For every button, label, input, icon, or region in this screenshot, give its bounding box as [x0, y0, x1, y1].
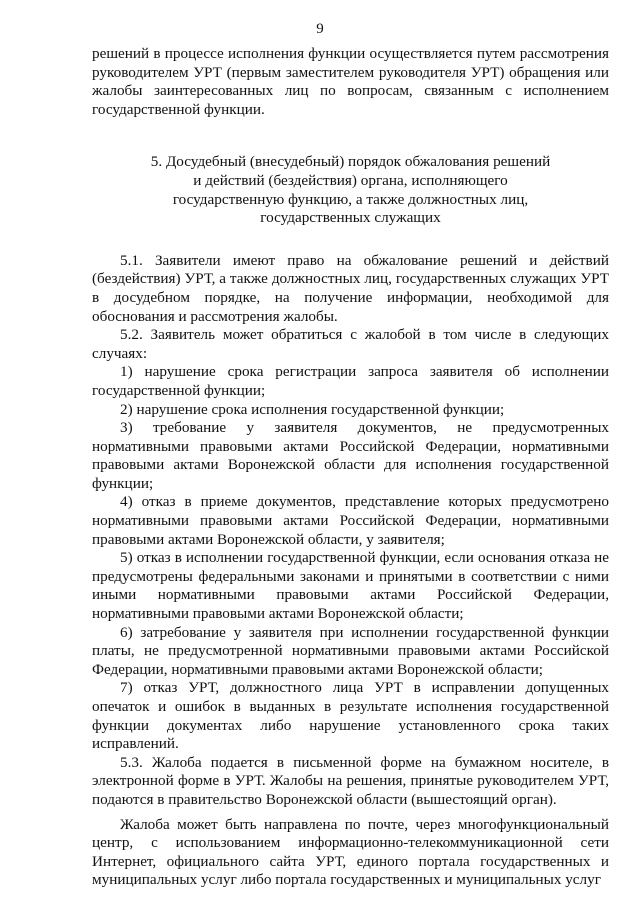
section-heading-line: и действий (бездействия) органа, исполняющего [193, 171, 508, 189]
section-heading [92, 153, 609, 227]
section-heading-line: 5. Досудебный (внесудебный) порядок обжалования решений [150, 153, 551, 171]
list-item-6: 6) затребование у заявителя при исполнении государственной функции платы, не предусмотренной нормативными правовыми актами Российской Федерации, нормативными правовыми актами Воронежской области; [92, 623, 609, 678]
paragraph-5-2: 5.2. Заявитель может обратиться с жалобой в том числе в следующих случаях: [92, 326, 609, 362]
section-heading-line: государственную функцию, а также должностных лиц, [172, 190, 529, 208]
list-item-1: 1) нарушение срока регистрации запроса заявителя об исполнении государственной функции; [92, 363, 609, 399]
list-item-3: 3) требование у заявителя документов, не предусмотренных нормативными правовыми актами Российской Федерации, нормативными правовыми актами Воронежской области для исполнения государственной функции; [92, 419, 609, 492]
paragraph-5-1: 5.1. Заявители имеют право на обжалование решений и действий (бездействия) УРТ, а также должностных лиц, государственных служащих УРТ в досудебном порядке, на получение информации, необходимой для обоснования и рассмотрения жалобы. [92, 251, 609, 325]
paragraph-complaint-delivery: Жалоба может быть направлена по почте, через многофункциональный центр, с использованием информационно-телекоммуникационной сети Интернет, официального сайта УРТ, единого портала государственных и муниципальных услуг либо портала государственных и муниципальных услуг [92, 815, 609, 889]
paragraph-5-3: 5.3. Жалоба подается в письменной форме на бумажном носителе, в электронной форме в УРТ. Жалобы на решения, принятые руководителем УРТ, подаются в правительство Воронежской области (вышестоящий орган). [92, 753, 609, 808]
document-body [92, 45, 609, 890]
page-number: 9 [316, 21, 324, 37]
list-item-4: 4) отказ в приеме документов, представление которых предусмотрено нормативными правовыми актами Российской Федерации, нормативными правовыми актами Воронежской области, у заявителя; [92, 493, 609, 548]
section-heading-line: государственных служащих [260, 209, 441, 227]
intro-paragraph: решений в процессе исполнения функции осуществляется путем рассмотрения руководителем УРТ (первым заместителем руководителя УРТ) обращения или жалобы заинтересованных лиц по вопросам, связанным с исполнением государственной функции. [92, 45, 609, 118]
list-item-2: 2) нарушение срока исполнения государственной функции; [120, 400, 505, 418]
list-item-5: 5) отказ в исполнении государственной функции, если основания отказа не предусмотрены федеральными законами и принятыми в соответствии с ними иными нормативными правовыми актами Российской Федерации, нормативными правовыми актами Воронежской области; [92, 549, 609, 623]
list-item-7: 7) отказ УРТ, должностного лица УРТ в исправлении допущенных опечаток и ошибок в выданных в результате исполнения государственной функции документах либо нарушение установленного срока таких исправлений. [92, 679, 609, 753]
